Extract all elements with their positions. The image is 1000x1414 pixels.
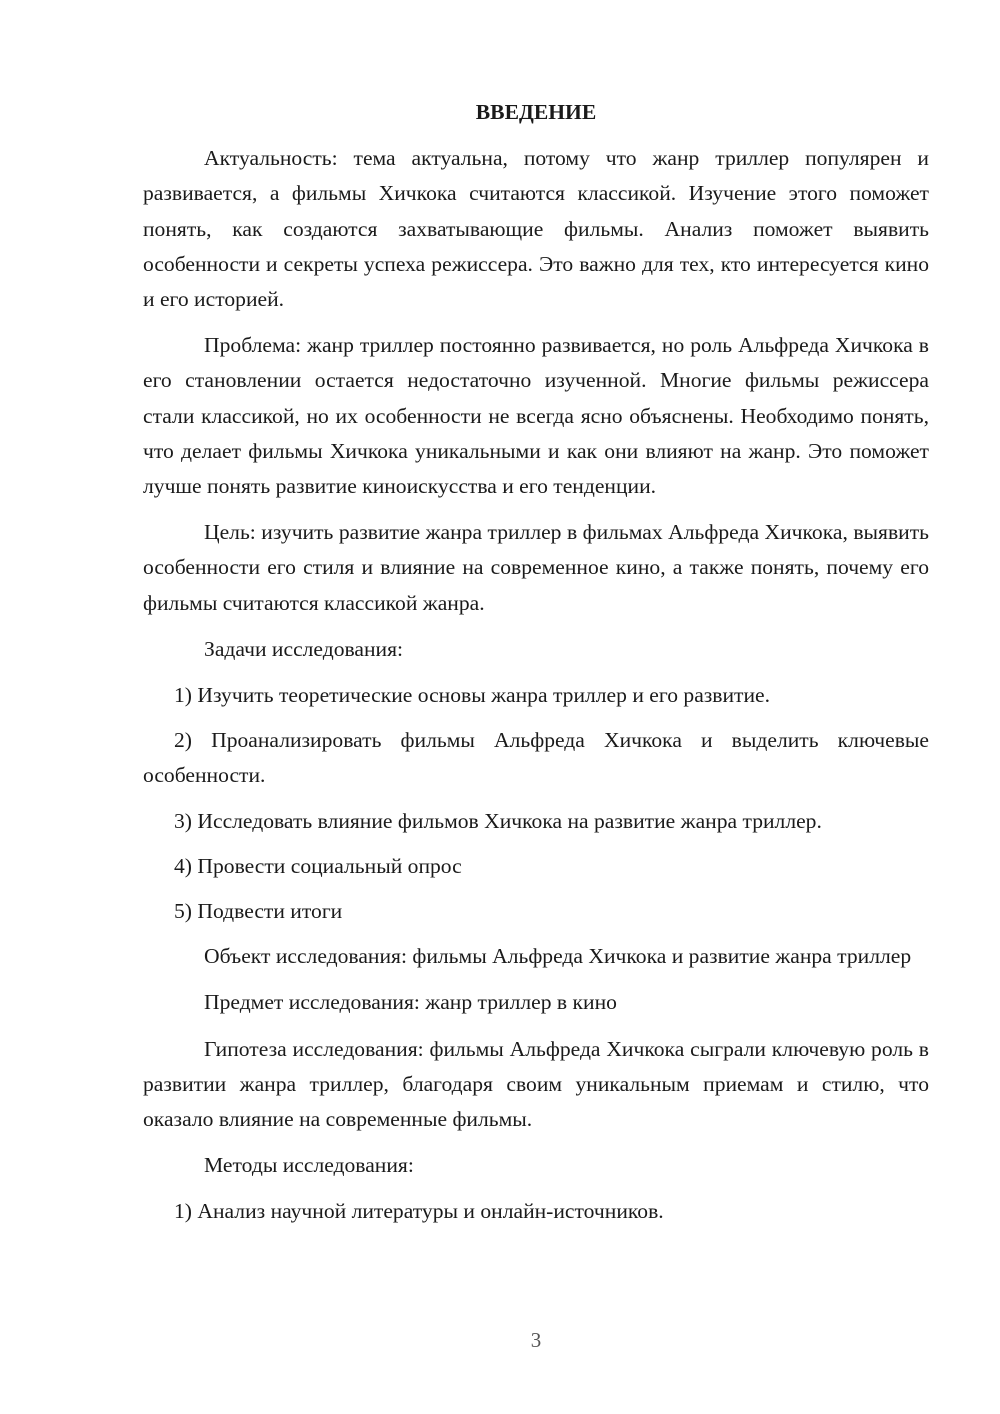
task-item-1: 1) Изучить теоретические основы жанра триллер и его развитие. — [174, 683, 771, 708]
document-page — [143, 95, 929, 1240]
paragraph-relevance: Актуальность: тема актуальна, потому что жанр триллер популярен и развивается, а фильмы Хичкока считаются классикой. Изучение этого поможет понять, как создаются захватывающие фильмы. Анализ поможет выявить особенности и секреты успеха режиссера. Это важно для тех, кто интересуется кино и его историей. — [143, 146, 929, 312]
tasks-title: Задачи исследования: — [204, 636, 404, 661]
task-item-2: 2) Проанализировать фильмы Альфреда Хичкока и выделить ключевые особенности. — [143, 728, 929, 788]
task-item-4: 4) Провести социальный опрос — [174, 853, 462, 878]
methods-title: Методы исследования: — [204, 1153, 414, 1178]
section-heading: ВВЕДЕНИЕ — [475, 100, 597, 124]
paragraph-problem: Проблема: жанр триллер постоянно развивается, но роль Альфреда Хичкока в его становлении остается недостаточно изученной. Многие фильмы режиссера стали классикой, но их особенности не всегда ясно объяснены. Необходимо понять, что делает фильмы Хичкока уникальными и как они влияют на жанр. Это поможет лучше понять развитие киноискусства и его тенденции. — [143, 333, 929, 499]
task-item-5: 5) Подвести итоги — [174, 899, 343, 924]
paragraph-subject: Предмет исследования: жанр триллер в кино — [204, 990, 617, 1015]
paragraph-hypothesis: Гипотеза исследования: фильмы Альфреда Хичкока сыграли ключевую роль в развитии жанра триллер, благодаря своим уникальным приемам и стилю, что оказало влияние на современные фильмы. — [143, 1036, 929, 1132]
paragraph-goal: Цель: изучить развитие жанра триллер в фильмах Альфреда Хичкока, выявить особенности его стиля и влияние на современное кино, а также понять, почему его фильмы считаются классикой жанра. — [143, 520, 929, 615]
page-number: 3 — [530, 1328, 542, 1352]
task-item-3: 3) Исследовать влияние фильмов Хичкока на развитие жанра триллер. — [174, 808, 822, 833]
method-item-1: 1) Анализ научной литературы и онлайн-источников. — [174, 1199, 664, 1224]
paragraph-object: Объект исследования: фильмы Альфреда Хичкока и развитие жанра триллер — [204, 944, 912, 969]
